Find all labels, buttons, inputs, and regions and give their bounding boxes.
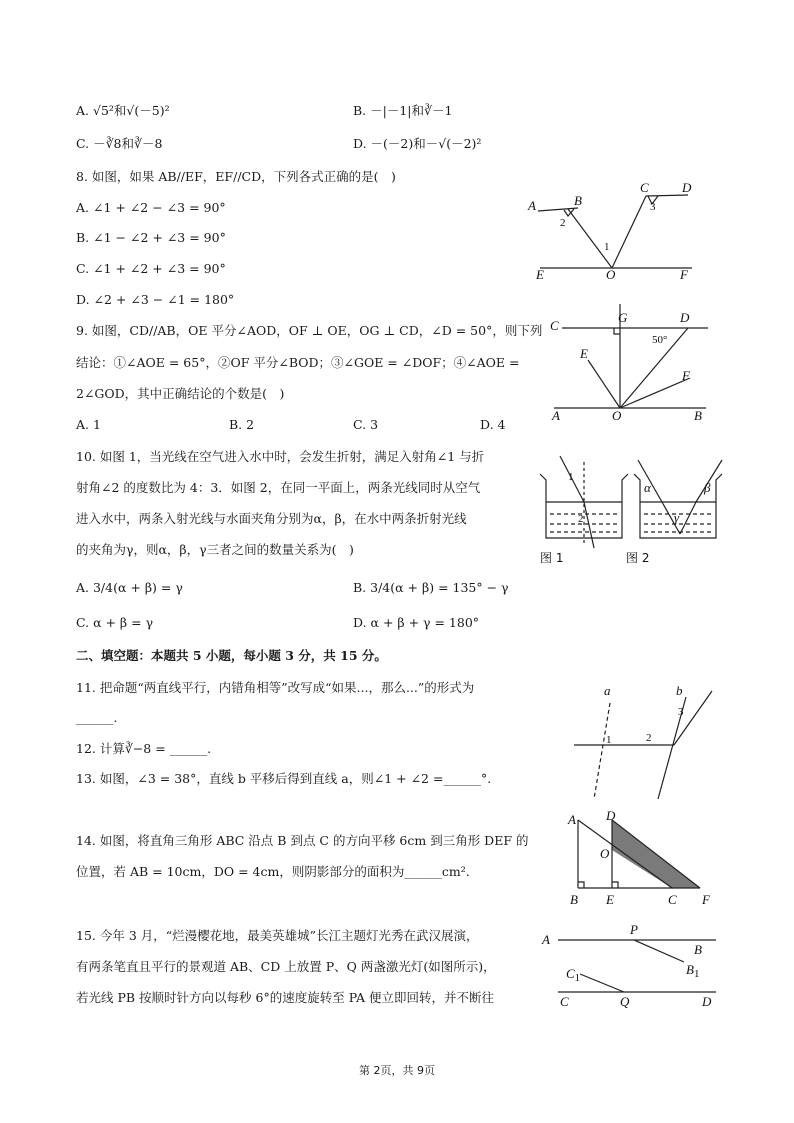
q15-line-3: 若光线 PB 按顺时针方向以每秒 6°的速度旋转至 PA 便立即回转，并不断往 (76, 990, 494, 1005)
q15-label-a: A (542, 932, 550, 947)
q9-label-f: F (682, 368, 690, 383)
q9-angle-50: 50° (652, 334, 668, 346)
q10-caption-1: 图 1 (540, 551, 564, 565)
q8-option-a: A. ∠1 + ∠2 − ∠3 = 90° (76, 200, 226, 215)
q10-line-1: 10. 如图 1，当光线在空气进入水中时，会发生折射，满足入射角∠1 与折 (76, 449, 485, 464)
q8-option-c: C. ∠1 + ∠2 + ∠3 = 90° (76, 261, 226, 276)
q15-label-p: P (630, 922, 638, 937)
q10-line-4: 的夹角为γ，则α，β，γ三者之间的数量关系为( ) (76, 542, 354, 557)
q13-angle-2: 2 (646, 732, 652, 744)
q14-line-2: 位置，若 AB = 10cm，DO = 4cm，则阴影部分的面积为______cm². (76, 864, 470, 879)
q15-label-b1: $B_1$ (686, 962, 700, 980)
q8-option-d: D. ∠2 + ∠3 − ∠1 = 180° (76, 292, 235, 307)
q9-option-b: B. 2 (229, 417, 255, 432)
q14-label-a: A (568, 812, 576, 827)
q15-label-q: Q (620, 994, 630, 1009)
page-footer: 第 2页，共 9页 (359, 1064, 435, 1077)
q14-label-o: O (600, 846, 610, 861)
q13-text: 13. 如图，∠3 = 38°，直线 b 平移后得到直线 a，则∠1 + ∠2 =______°. (76, 771, 492, 786)
q8-label-o: O (606, 267, 616, 282)
q8-label-b: B (574, 193, 582, 208)
q14-label-c: C (668, 892, 677, 907)
q14-label-e: E (606, 892, 614, 907)
q7-option-b: B. －|－1|和∛－1 (353, 103, 453, 118)
q13-label-b: b (676, 683, 683, 698)
q10-caption-2: 图 2 (626, 551, 650, 565)
q9-figure (548, 298, 718, 426)
q10-angle-2: 2 (578, 513, 584, 525)
q10-gamma: γ (674, 510, 680, 525)
q15-label-c: C (560, 994, 569, 1009)
q9-option-c: C. 3 (353, 417, 379, 432)
q14-label-f: F (702, 892, 710, 907)
q10-line-3: 进入水中，两条入射光线与水面夹角分别为α，β，在水中两条折射光线 (76, 511, 467, 526)
q15-label-b: B (694, 942, 702, 957)
q10-option-b: B. 3/4(α + β) = 135° − γ (353, 580, 509, 595)
q15-label-c1: $C_1$ (566, 966, 581, 984)
q8-angle-2: 2 (560, 217, 566, 229)
q7-option-d: D. －(－2)和－√(－2)² (353, 136, 482, 151)
q10-option-d: D. α + β + γ = 180° (353, 615, 480, 630)
q15-label-d: D (702, 994, 712, 1009)
q8-angle-1: 1 (604, 241, 610, 253)
q14-figure (560, 810, 720, 908)
q8-label-e: E (536, 267, 544, 282)
q9-label-d: D (680, 310, 690, 325)
q8-angle-3: 3 (650, 201, 656, 213)
q12-text: 12. 计算∛−8 = ______. (76, 741, 212, 756)
q9-line-2: 结论：①∠AOE = 65°，②OF 平分∠BOD；③∠GOE = ∠DOF；④∠AOE = (76, 355, 520, 370)
q8-label-c: C (640, 180, 649, 195)
q14-label-b: B (570, 892, 578, 907)
q8-option-b: B. ∠1 − ∠2 + ∠3 = 90° (76, 230, 226, 245)
q10-beta: β (704, 480, 711, 495)
q10-line-2: 射角∠2 的度数比为 4：3．如图 2，在同一平面上，两条光线同时从空气 (76, 480, 481, 495)
q10-angle-1: 1 (568, 471, 574, 483)
q15-line-2: 有两条笔直且平行的景观道 AB、CD 上放置 P、Q 两盏激光灯(如图所示)， (76, 959, 496, 974)
q9-label-b: B (694, 408, 702, 423)
q8-label-f: F (680, 267, 688, 282)
q13-angle-1: 1 (606, 734, 612, 746)
q11-line-2: ______. (76, 710, 118, 725)
q10-alpha: α (644, 480, 651, 495)
q10-figure (530, 452, 730, 570)
section-2-title: 二、填空题：本题共 5 小题，每小题 3 分，共 15 分。 (76, 648, 387, 663)
q15-line-1: 15. 今年 3 月，“烂漫樱花地，最美英雄城”长江主题灯光秀在武汉展演， (76, 928, 479, 943)
q9-label-e: E (580, 346, 588, 361)
q11-line-1: 11. 把命题“两直线平行，内错角相等”改写成“如果...，那么...”的形式为 (76, 680, 475, 695)
q9-label-a: A (552, 408, 560, 423)
q9-label-c: C (550, 318, 559, 333)
q9-label-g: G (618, 310, 628, 325)
q10-option-c: C. α + β = γ (76, 615, 154, 630)
q14-line-1: 14. 如图，将直角三角形 ABC 沿点 B 到点 C 的方向平移 6cm 到三角形 DEF 的 (76, 833, 529, 848)
q8-label-d: D (682, 180, 692, 195)
q8-stem: 8. 如图，如果 AB//EF，EF//CD，下列各式正确的是( ) (76, 169, 396, 184)
q9-line-3: 2∠GOD，其中正确结论的个数是( ) (76, 386, 285, 401)
q13-angle-3: 3 (678, 706, 684, 718)
q13-figure (566, 683, 716, 803)
q9-label-o: O (612, 408, 622, 423)
q13-label-a: a (604, 683, 611, 698)
q15-figure (540, 920, 720, 1012)
q14-label-d: D (606, 810, 616, 823)
q7-option-a: A. √5²和√(－5)² (76, 103, 170, 118)
q8-figure (520, 178, 700, 282)
q9-line-1: 9. 如图，CD//AB，OE 平分∠AOD，OF ⊥ OE，OG ⊥ CD，∠D = 50°，则下列 (76, 323, 543, 338)
q7-option-c: C. －∛8和∛－8 (76, 136, 163, 151)
q10-option-a: A. 3/4(α + β) = γ (76, 580, 183, 595)
q8-label-a: A (528, 198, 536, 213)
q9-option-a: A. 1 (76, 417, 101, 432)
q9-option-d: D. 4 (480, 417, 506, 432)
